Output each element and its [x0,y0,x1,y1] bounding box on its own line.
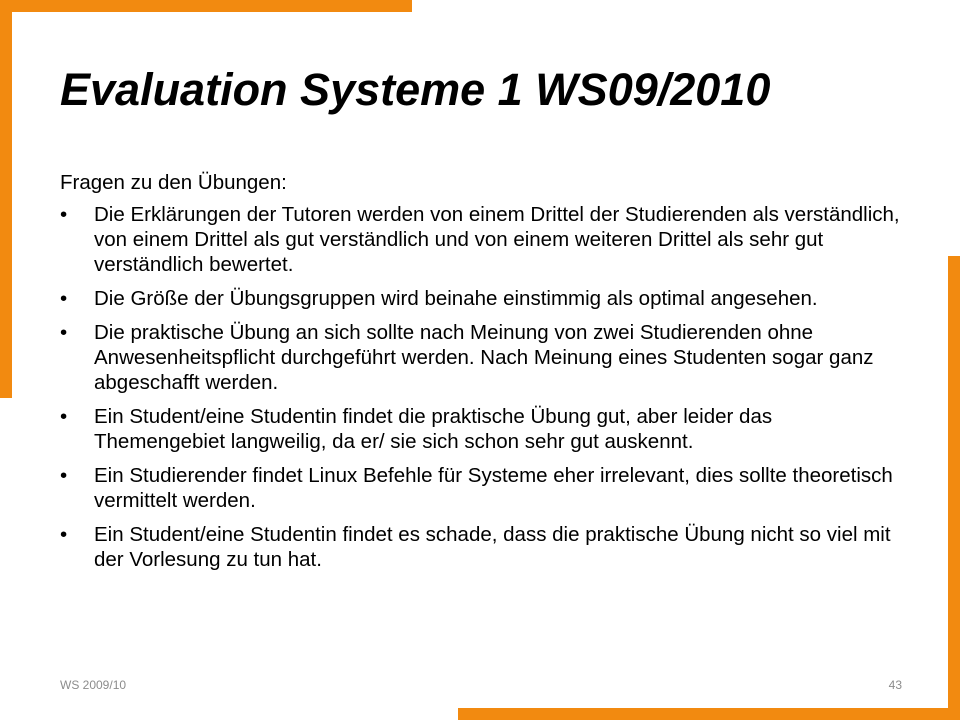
page-number: 43 [888,678,902,692]
accent-bar-right [948,256,960,720]
bullet-item [60,463,900,513]
bullet-icon: • [60,464,68,487]
bullet-text: Ein Studierender findet Linux Befehle für Systeme eher irrelevant, dies sollte theoretisch vermittelt werden. [94,464,893,512]
slide-content [60,170,900,581]
bullet-icon: • [60,203,68,226]
bullet-item [60,286,900,311]
bullet-text: Die Erklärungen der Tutoren werden von einem Drittel der Studierenden als verständlich, von einem Drittel als gut verständlich und von einem weiteren Drittel als sehr gut verständlich bewertet. [94,203,900,276]
intro-text: Fragen zu den Übungen: [60,171,287,194]
bullet-text: Die praktische Übung an sich sollte nach Meinung von zwei Studierenden ohne Anwesenheitspflicht durchgeführt werden. Nach Meinung eines Studenten sogar ganz abgeschafft werden. [94,321,874,394]
bullet-icon: • [60,287,68,310]
footer-semester: WS 2009/10 [60,678,127,692]
bullet-icon: • [60,523,68,546]
bullet-text: Ein Student/eine Studentin findet es schade, dass die praktische Übung nicht so viel mit der Vorlesung zu tun hat. [94,523,891,571]
bullet-item [60,404,900,454]
accent-bar-left [0,0,12,398]
accent-bar-top [0,0,412,12]
bullet-item [60,202,900,277]
slide-title: Evaluation Systeme 1 WS09/2010 [60,64,771,115]
bullet-icon: • [60,405,68,428]
accent-bar-bottom [458,708,960,720]
bullet-text: Ein Student/eine Studentin findet die praktische Übung gut, aber leider das Themengebiet langweilig, da er/ sie sich schon sehr gut auskennt. [94,405,773,453]
bullet-list [60,202,900,572]
bullet-item [60,320,900,395]
bullet-text: Die Größe der Übungsgruppen wird beinahe einstimmig als optimal angesehen. [94,287,818,310]
bullet-icon: • [60,321,68,344]
bullet-item [60,522,900,572]
